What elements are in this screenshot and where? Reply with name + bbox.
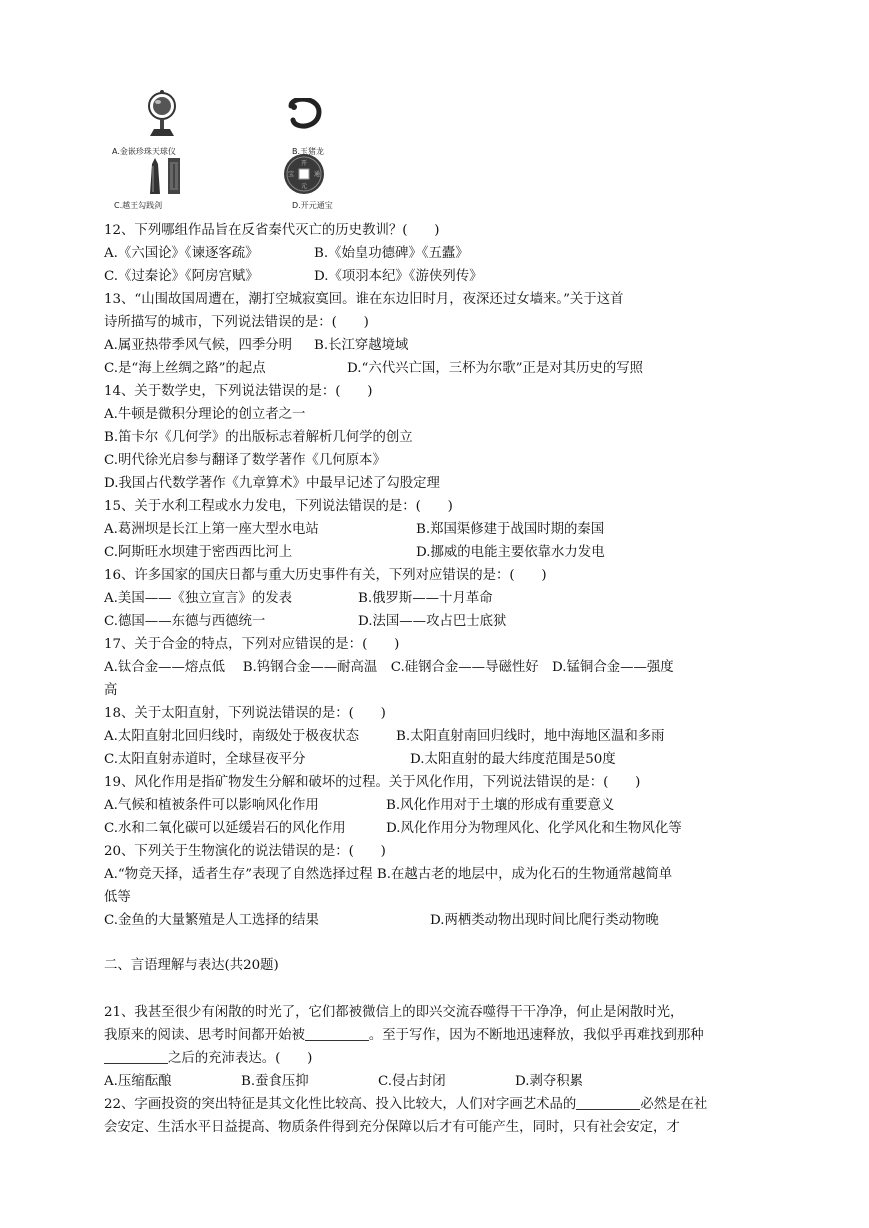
celestial-globe-image bbox=[142, 90, 182, 140]
q13-options-row2 bbox=[104, 357, 764, 380]
q19-option-b: B.风化作用对于土壤的形成有重要意义 bbox=[386, 798, 615, 813]
q19-option-d: D.风化作用分为物理风化、化学风化和生物风化等 bbox=[386, 821, 682, 836]
q13-option-d: D.“六代兴亡国，三杯为尔歌”正是对其历史的写照 bbox=[347, 361, 644, 376]
q16-option-c: C.德国——东德与西德统一 bbox=[104, 614, 266, 629]
svg-text:通: 通 bbox=[313, 171, 321, 178]
q21-line2-text-b: 。至于写作，因为不断地迅速释放，我似乎再难找到那种 bbox=[368, 1028, 704, 1043]
q19-stem: 19、风化作用是指矿物发生分解和破坏的过程。关于风化作用，下列说法错误的是：( ) bbox=[104, 775, 641, 790]
q12-option-b: B.《始皇功德碑》《五蠹》 bbox=[314, 246, 469, 261]
q13-options-row1 bbox=[104, 334, 764, 357]
svg-text:宝: 宝 bbox=[287, 171, 295, 178]
q16-option-b: B.俄罗斯——十月革命 bbox=[358, 591, 493, 606]
q21-options bbox=[104, 1070, 764, 1093]
q22-line1-text-b: 必然是在社 bbox=[640, 1097, 708, 1112]
q16-option-d: D.法国——攻占巴士底狱 bbox=[358, 614, 507, 629]
q18-options-row2 bbox=[104, 748, 764, 771]
q12-options-row1 bbox=[104, 242, 764, 265]
artifact-figure bbox=[100, 88, 400, 218]
caption-d: D.开元通宝 bbox=[292, 201, 333, 210]
q22-line1 bbox=[104, 1093, 764, 1116]
q13-stem-line1: 13、“山围故国周遭在，潮打空城寂寞回。谁在东边旧时月，夜深还过女墙来。”关于这首 bbox=[104, 292, 624, 307]
q19-options-row1 bbox=[104, 794, 764, 817]
q15-stem: 15、关于水利工程或水力发电，下列说法错误的是：( ) bbox=[104, 499, 453, 514]
q18-option-a: A.太阳直射北回归线时，南级处于极夜状态 bbox=[104, 729, 359, 744]
jade-pig-dragon-image bbox=[285, 98, 325, 132]
q12-stem: 12、下列哪组作品旨在反省秦代灭亡的历史教训？( ) bbox=[104, 223, 440, 238]
q14-stem: 14、关于数学史，下列说法错误的是：( ) bbox=[104, 384, 373, 399]
q15-options-row1 bbox=[104, 518, 764, 541]
q17-options-line1: A.钛合金——熔点低 B.钨钢合金——耐高温 C.硅钢合金——导磁性好 D.锰铜合金——强度 bbox=[104, 660, 674, 675]
q18-options-row1 bbox=[104, 725, 764, 748]
q16-options-row1 bbox=[104, 587, 764, 610]
q13-stem-line2: 诗所描写的城市，下列说法错误的是：( ) bbox=[104, 315, 369, 330]
q21-line3 bbox=[104, 1047, 764, 1070]
q21-option-c: C.侵占封闭 bbox=[378, 1074, 446, 1089]
q12-option-c: C.《过秦论》《阿房宫赋》 bbox=[104, 269, 259, 284]
q21-line1: 21、我甚至很少有闲散的时光了，它们都被微信上的即兴交流吞噬得干干净净，何止是闲散时光， bbox=[104, 1005, 684, 1020]
q18-option-d: D.太阳直射的最大纬度范围是50度 bbox=[410, 752, 616, 767]
kaiyuan-coin-image bbox=[282, 152, 326, 196]
q21-option-b: B.蚕食压抑 bbox=[241, 1074, 309, 1089]
q15-option-c: C.阿斯旺水坝建于密西西比河上 bbox=[104, 545, 293, 560]
q20-options-line2: 低等 bbox=[104, 890, 131, 905]
q17-stem: 17、关于合金的特点，下列对应错误的是：( ) bbox=[104, 637, 400, 652]
q21-option-a: A.压缩酝酿 bbox=[104, 1074, 172, 1089]
caption-c: C.越王勾践剑 bbox=[114, 201, 163, 210]
q22-blank-1 bbox=[576, 1095, 640, 1110]
q12-option-d: D.《项羽本纪》《游侠列传》 bbox=[314, 269, 483, 284]
q16-stem: 16、许多国家的国庆日都与重大历史事件有关，下列对应错误的是：( ) bbox=[104, 568, 547, 583]
section-title: 二、言语理解与表达(共20题) bbox=[104, 958, 279, 973]
caption-a: A.金嵌珍珠天球仪 bbox=[112, 147, 176, 156]
q18-option-b: B.太阳直射南回归线时，地中海地区温和多雨 bbox=[396, 729, 665, 744]
q22-line1-text-a: 22、字画投资的突出特征是其文化性比较高、投入比较大，人们对字画艺术品的 bbox=[104, 1097, 577, 1112]
goujian-sword-image bbox=[140, 156, 186, 196]
q12-options-row2 bbox=[104, 265, 764, 288]
q16-option-a: A.美国——《独立宣言》的发表 bbox=[104, 591, 293, 606]
q13-option-c: C.是“海上丝绸之路”的起点 bbox=[104, 361, 266, 376]
q14-option-a: A.牛顿是微积分理论的创立者之一 bbox=[104, 407, 306, 422]
q21-line2 bbox=[104, 1024, 764, 1047]
q21-line3-text: 之后的充沛表达。( ) bbox=[168, 1051, 313, 1066]
q22-line2: 会安定、生活水平日益提高、物质条件得到充分保障以后才有可能产生，同时，只有社会安定，才 bbox=[104, 1120, 680, 1135]
q21-blank-1 bbox=[305, 1026, 369, 1041]
q20-options-row2 bbox=[104, 909, 764, 932]
q18-option-c: C.太阳直射赤道时，全球昼夜平分 bbox=[104, 752, 306, 767]
q14-option-b: B.笛卡尔《几何学》的出版标志着解析几何学的创立 bbox=[104, 430, 413, 445]
q14-option-c: C.明代徐光启参与翻译了数学著作《几何原本》 bbox=[104, 453, 386, 468]
q17-options-line2: 高 bbox=[104, 683, 118, 698]
q21-blank-2 bbox=[104, 1049, 168, 1064]
q21-option-d: D.剥夺积累 bbox=[515, 1074, 584, 1089]
q20-option-d: D.两栖类动物出现时间比爬行类动物晚 bbox=[430, 913, 659, 928]
q20-stem: 20、下列关于生物演化的说法错误的是：( ) bbox=[104, 844, 386, 859]
question-text bbox=[104, 219, 764, 1139]
q19-option-c: C.水和二氧化碳可以延缓岩石的风化作用 bbox=[104, 821, 346, 836]
q20-options-line1: A.“物竞天择，适者生存”表现了自然选择过程 B.在越古老的地层中，成为化石的生物通常越简单 bbox=[104, 867, 673, 882]
caption-b: B.玉猪龙 bbox=[292, 147, 325, 156]
svg-text:开: 开 bbox=[300, 160, 308, 167]
q14-option-d: D.我国占代数学著作《九章算术》中最早记述了勾股定理 bbox=[104, 476, 440, 491]
q20-option-c: C.金鱼的大量繁殖是人工选择的结果 bbox=[104, 913, 319, 928]
q12-option-a: A.《六国论》《谏逐客疏》 bbox=[104, 246, 259, 261]
q15-option-b: B.郑国渠修建于战国时期的秦国 bbox=[416, 522, 605, 537]
q21-line2-text-a: 我原来的阅读、思考时间都开始被 bbox=[104, 1028, 305, 1043]
q19-option-a: A.气候和植被条件可以影响风化作用 bbox=[104, 798, 319, 813]
q15-option-d: D.挪威的电能主要依靠水力发电 bbox=[416, 545, 605, 560]
q15-options-row2 bbox=[104, 541, 764, 564]
q18-stem: 18、关于太阳直射，下列说法错误的是：( ) bbox=[104, 706, 386, 721]
q13-option-b: B.长江穿越境域 bbox=[314, 338, 409, 353]
q15-option-a: A.葛洲坝是长江上第一座大型水电站 bbox=[104, 522, 319, 537]
q16-options-row2 bbox=[104, 610, 764, 633]
q19-options-row2 bbox=[104, 817, 764, 840]
q13-option-a: A.属亚热带季风气候，四季分明 bbox=[104, 338, 293, 353]
svg-text:元: 元 bbox=[300, 183, 308, 190]
